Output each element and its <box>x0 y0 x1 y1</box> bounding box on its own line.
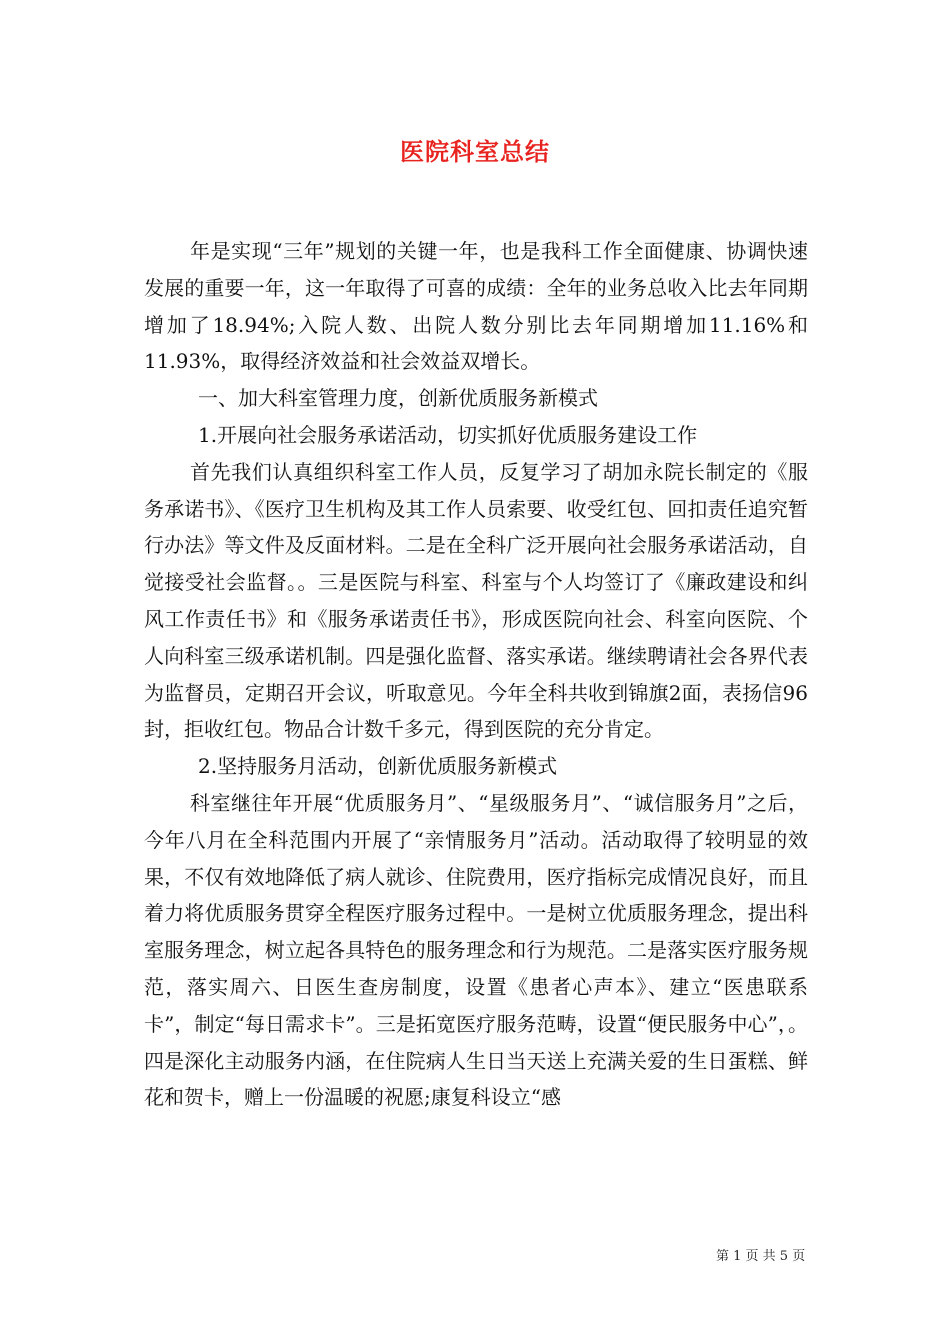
document-body <box>144 233 808 1116</box>
paragraph-commitment: 首先我们认真组织科室工作人员，反复学习了胡加永院长制定的《服务承诺书》、《医疗卫生机构及其工作人员索要、收受红包、回扣责任追究暂行办法》等文件及反面材料。二是在全科广泛开展向社会服务承诺活动，自觉接受社会监督。。三是医院与科室、科室与个人均签订了《廉政建设和纠风工作责任书》和《服务承诺责任书》，形成医院向社会、科室向医院、个人向科室三级承诺机制。四是强化监督、落实承诺。继续聘请社会各界代表为监督员，定期召开会议，听取意见。今年全科共收到锦旗2面，表扬信96封，拒收红包。物品合计数千多元，得到医院的充分肯定。 <box>144 459 808 742</box>
document-title: 医院科室总结 <box>400 137 550 166</box>
paragraph-service-month: 科室继往年开展“优质服务月”、“星级服务月”、“诚信服务月”之后，今年八月在全科范围内开展了“亲情服务月”活动。活动取得了较明显的效果，不仅有效地降低了病人就诊、住院费用，医疗指标完成情况良好，而且着力将优质服务贯穿全程医疗服务过程中。一是树立优质服务理念，提出科室服务理念，树立起各具特色的服务理念和行为规范。二是落实医疗服务规范，落实周六、日医生查房制度，设置《患者心声本》、建立“医患联系卡”，制定“每日需求卡”。三是拓宽医疗服务范畴，设置“便民服务中心”，。四是深化主动服务内涵，在住院病人生日当天送上充满关爱的生日蛋糕、鲜花和贺卡，赠上一份温暖的祝愿;康复科设立“感 <box>144 790 808 1110</box>
paragraph-intro: 年是实现“三年”规划的关键一年，也是我科工作全面健康、协调快速发展的重要一年，这一年取得了可喜的成绩：全年的业务总收入比去年同期增加了18.94%;入院人数、出院人数分别比去年同期增加11.16%和11.93%，取得经济效益和社会效益双增长。 <box>144 239 808 374</box>
page-number: 第 1 页 共 5 页 <box>716 1249 806 1264</box>
subsection-heading-2: 2.坚持服务月活动，创新优质服务新模式 <box>198 754 558 779</box>
subsection-heading-1: 1.开展向社会服务承诺活动，切实抓好优质服务建设工作 <box>198 422 698 447</box>
section-heading-1: 一、加大科室管理力度，创新优质服务新模式 <box>198 386 598 411</box>
